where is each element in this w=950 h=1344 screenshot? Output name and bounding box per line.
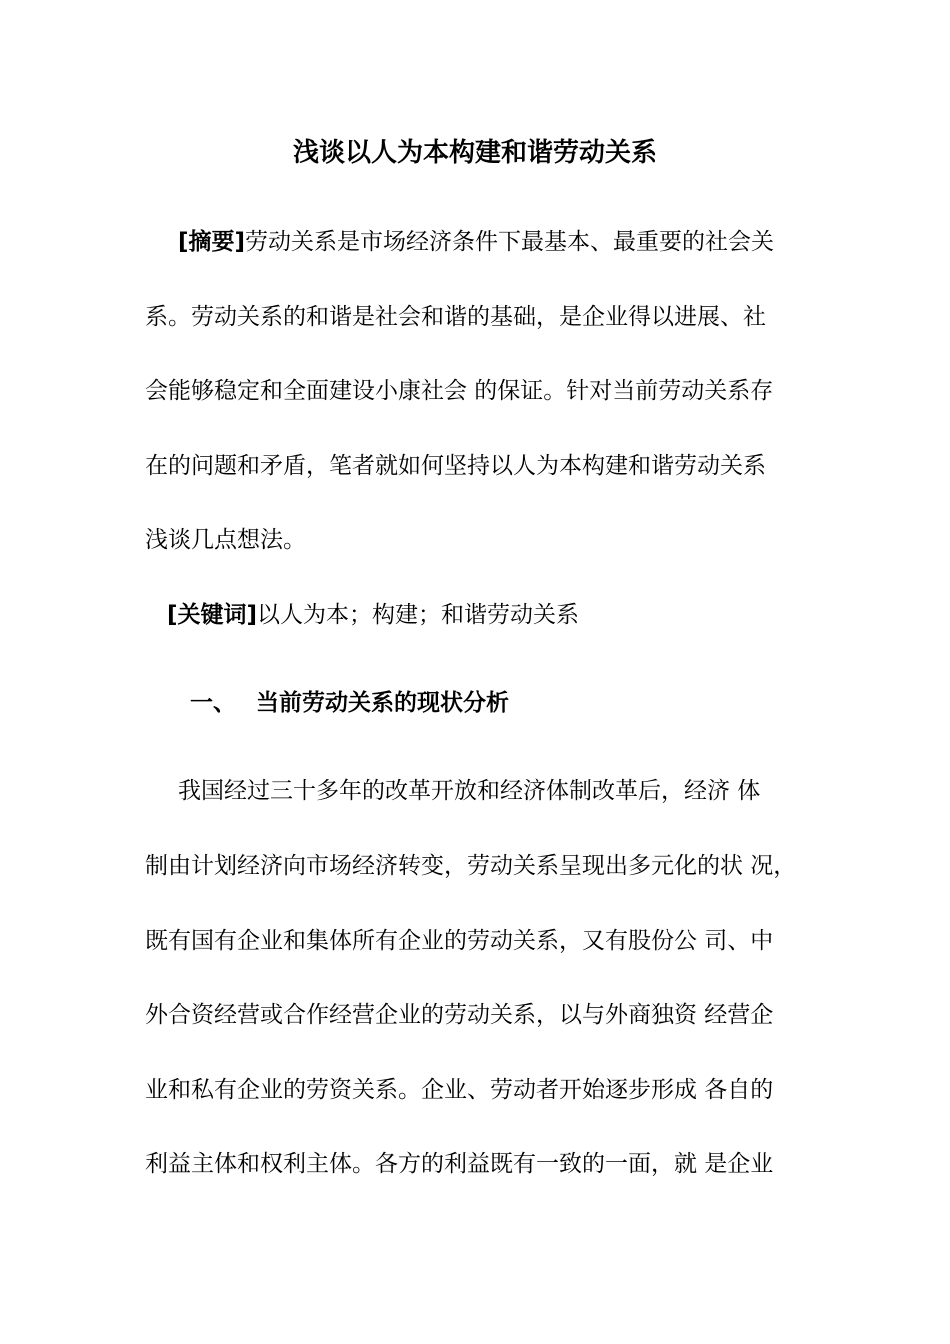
section-heading-text: 当前劳动关系的现状分析 — [256, 690, 509, 716]
document-title: 浅谈以人为本构建和谐劳动关系 — [292, 138, 657, 168]
body-line-5: 业和私有企业的劳资关系。企业、劳动者开始逐步形成 各自的 — [145, 1077, 774, 1103]
keywords-line — [167, 595, 847, 635]
body-line-1: 我国经过三十多年的改革开放和经济体制改革后，经济 体 — [178, 778, 761, 804]
abstract-line-5: 浅谈几点想法。 — [145, 527, 306, 553]
abstract-text-1: 劳动关系是市场经济条件下最基本、最重要的社会关 — [245, 229, 775, 255]
abstract-line-2: 系。劳动关系的和谐是社会和谐的基础，是企业得以进展、社 — [145, 304, 766, 330]
abstract-label: [摘要] — [178, 229, 246, 255]
abstract-line-4: 在的问题和矛盾，笔者就如何坚持以人为本构建和谐劳动关系 — [145, 453, 766, 479]
body-line-4: 外合资经营或合作经营企业的劳动关系，以与外商独资 经营企 — [145, 1002, 774, 1028]
section-number: 一、 — [190, 690, 236, 716]
body-line-3: 既有国有企业和集体所有企业的劳动关系，又有股份公 司、中 — [145, 928, 774, 954]
body-line-6: 利益主体和权利主体。各方的利益既有一致的一面，就 是企业 — [145, 1151, 774, 1177]
abstract-line-3: 会能够稳定和全面建设小康社会 的保证。针对当前劳动关系存 — [145, 378, 774, 404]
keywords-text: 以人为本；构建；和谐劳动关系 — [257, 602, 580, 628]
section-heading — [190, 683, 509, 723]
abstract-line-1 — [178, 222, 858, 262]
body-line-2: 制由计划经济向市场经济转变，劳动关系呈现出多元化的状 况， — [145, 853, 797, 879]
keywords-label: [关键词] — [167, 602, 258, 628]
